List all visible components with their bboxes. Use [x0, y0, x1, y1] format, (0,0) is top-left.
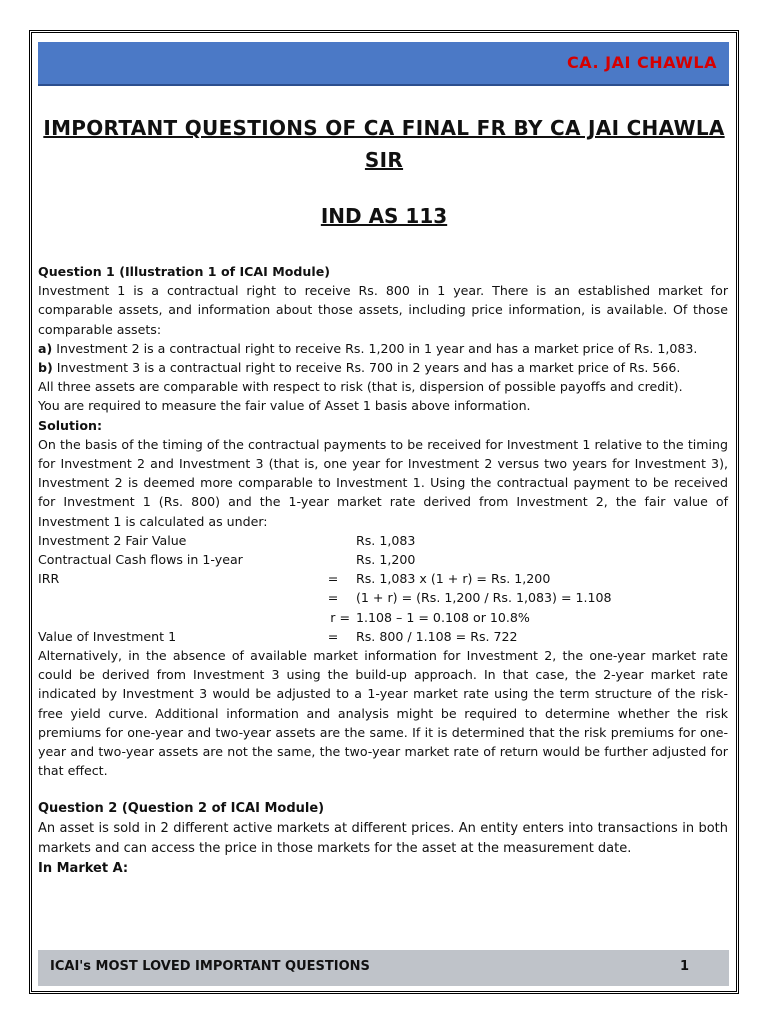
calc-sign	[310, 550, 356, 569]
calc-value: (1 + r) = (Rs. 1,200 / Rs. 1,083) = 1.108	[356, 590, 612, 606]
market-a-heading: In Market A:	[38, 861, 129, 877]
solution-paragraph: On the basis of the timing of the contractual payments to be received for Investment 1 relative to the timing for Investment 2 and Investment 3 (that is, one year for Investment 2 versus two years for Investment 3), Investment 2 is deemed more comparable to Investment 1. Using the contractual payment to be received for Investment 1 (Rs. 800) and the 1-year market rate derived from Investment 2, the fair value of Investment 1 is calculated as under:	[38, 436, 728, 529]
question-1-item-b	[38, 358, 728, 377]
question-1-heading: Question 1 (Illustration 1 of ICAI Module)	[38, 264, 330, 279]
footer-bar	[38, 950, 729, 986]
item-b-text: Investment 3 is a contractual right to receive Rs. 700 in 2 years and has a market price of Rs. 566.	[52, 360, 681, 376]
alternative-paragraph: Alternatively, in the absence of available market information for Investment 2, the one-year market rate could be derived from Investment 3 using the build-up approach. In that case, the 2-year market rate indicated by Investment 3 would be adjusted to a 1-year market rate using the term structure of the risk-free yield curve. Additional information and analysis might be required to determine whether the risk premiums for one-year and two-year assets are the same. If it is determined that the risk premiums for one-year and two-year assets are not the same, the two-year market rate of return would be further adjusted for that effect.	[38, 647, 728, 779]
calc-row	[38, 608, 728, 627]
question-1-line-4: You are required to measure the fair value of Asset 1 basis above information.	[38, 398, 531, 414]
calc-sign: r =	[330, 609, 350, 625]
calc-value: Rs. 1,083 x (1 + r) = Rs. 1,200	[356, 571, 551, 587]
calc-value: Rs. 1,200	[356, 552, 416, 568]
calc-row	[38, 569, 728, 588]
calc-row	[38, 588, 728, 607]
question-2-paragraph: An asset is sold in 2 different active markets at different prices. An entity enters into transactions in both markets and can access the price in those markets for the asset at the measurement date.	[38, 821, 728, 857]
calc-sign: =	[327, 628, 339, 644]
calc-row	[38, 627, 728, 646]
calc-label: Contractual Cash flows in 1-year	[38, 552, 243, 568]
calc-value: 1.108 – 1 = 0.108 or 10.8%	[356, 609, 530, 625]
solution-heading: Solution:	[38, 417, 102, 433]
calc-sign: =	[327, 590, 339, 606]
calc-label	[38, 608, 310, 627]
item-a-text: Investment 2 is a contractual right to receive Rs. 1,200 in 1 year and has a market price of Rs. 1,083.	[52, 340, 698, 356]
calc-row	[38, 550, 728, 569]
header-bar	[38, 42, 729, 86]
calc-label	[38, 588, 310, 607]
calc-sign	[310, 531, 356, 550]
question-1-item-a	[38, 339, 728, 358]
calc-label: Investment 2 Fair Value	[38, 532, 187, 548]
calc-value: Rs. 1,083	[356, 532, 416, 548]
footer-text: ICAI's MOST LOVED IMPORTANT QUESTIONS	[50, 959, 370, 974]
calc-row	[38, 531, 728, 550]
question-2-heading: Question 2 (Question 2 of ICAI Module)	[38, 801, 325, 817]
calc-label: Value of Investment 1	[38, 628, 177, 644]
calc-value: Rs. 800 / 1.108 = Rs. 722	[356, 628, 518, 644]
question-1-line-3: All three assets are comparable with respect to risk (that is, dispersion of possible payoffs and credit).	[38, 379, 683, 395]
calc-label: IRR	[38, 571, 60, 587]
calculation-table	[38, 531, 728, 646]
item-a-label: a)	[38, 340, 53, 356]
page-title: IMPORTANT QUESTIONS OF CA FINAL FR BY CA JAI CHAWLA SIR	[43, 116, 725, 172]
question-1-intro: Investment 1 is a contractual right to receive Rs. 800 in 1 year. There is an established market for comparable assets, and information about those assets, including price information, is available. Of those comparable assets:	[38, 283, 728, 337]
page-subtitle: IND AS 113	[320, 204, 448, 228]
page-number: 1	[679, 959, 689, 974]
author-name: CA. JAI CHAWLA	[567, 53, 717, 72]
item-b-label: b)	[38, 360, 53, 376]
calc-sign: =	[327, 571, 339, 587]
question-2	[38, 799, 728, 879]
document-body	[38, 262, 728, 879]
